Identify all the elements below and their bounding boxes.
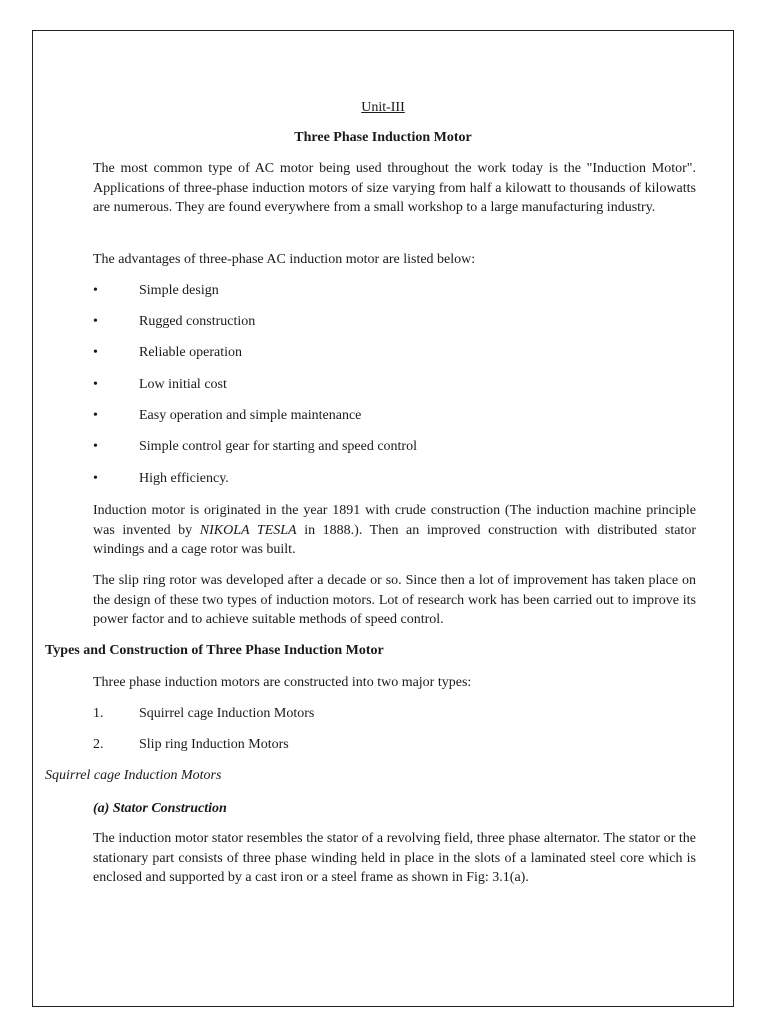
list-number: 2. xyxy=(93,737,104,752)
list-item: Rugged construction xyxy=(139,314,256,329)
inventor-name: NIKOLA TESLA xyxy=(199,522,297,538)
bullet-icon: • xyxy=(93,408,98,423)
list-item: High efficiency. xyxy=(139,471,229,486)
list-item: Low initial cost xyxy=(139,377,227,392)
bullet-icon: • xyxy=(93,377,98,392)
bullet-icon: • xyxy=(93,314,98,329)
list-item: Slip ring Induction Motors xyxy=(139,737,289,752)
history-paragraph xyxy=(93,501,696,560)
history-text-part2: in 1888.). Then an improved construction with distributed stator windings and a cage rotor was built. xyxy=(93,522,696,557)
advantages-intro: The advantages of three-phase AC induction motor are listed below: xyxy=(93,252,476,267)
list-number: 1. xyxy=(93,706,104,721)
squirrel-cage-heading: Squirrel cage Induction Motors xyxy=(45,768,222,783)
list-item: Easy operation and simple maintenance xyxy=(139,408,362,423)
intro-paragraph: The most common type of AC motor being used throughout the work today is the "Induction Motor". Applications of three-phase induction motors of size varying from half a kilowatt to thousands of kilowatts are numerous. They are found everywhere from a small workshop to a large manufacturing industry. xyxy=(93,161,696,215)
page-title: Three Phase Induction Motor xyxy=(294,130,472,145)
history-text-part1: Induction motor is originated in the year 1891 with crude construction (The induction machine principle was invented by xyxy=(93,503,696,538)
stator-paragraph: The induction motor stator resembles the stator of a revolving field, three phase alternator. The stator or the stationary part consists of three phase winding held in place in the slots of a laminated steel core which is enclosed and supported by a cast iron or a steel frame as shown in Fig: 3.1(a). xyxy=(93,831,696,885)
unit-label: Unit-III xyxy=(361,100,405,115)
bullet-icon: • xyxy=(93,471,98,486)
types-heading: Types and Construction of Three Phase Induction Motor xyxy=(45,643,384,658)
bullet-icon: • xyxy=(93,439,98,454)
list-item: Squirrel cage Induction Motors xyxy=(139,706,315,721)
stator-heading: (a) Stator Construction xyxy=(93,801,227,816)
list-item: Simple control gear for starting and speed control xyxy=(139,439,417,454)
list-item: Simple design xyxy=(139,283,219,298)
slip-ring-paragraph: The slip ring rotor was developed after a decade or so. Since then a lot of improvement has taken place on the design of these two types of induction motors. Lot of research work has been carried out to improve its power factor and to achieve suitable methods of speed control. xyxy=(93,573,696,627)
bullet-icon: • xyxy=(93,345,98,360)
bullet-icon: • xyxy=(93,283,98,298)
types-intro: Three phase induction motors are constructed into two major types: xyxy=(93,675,472,690)
list-item: Reliable operation xyxy=(139,345,243,360)
